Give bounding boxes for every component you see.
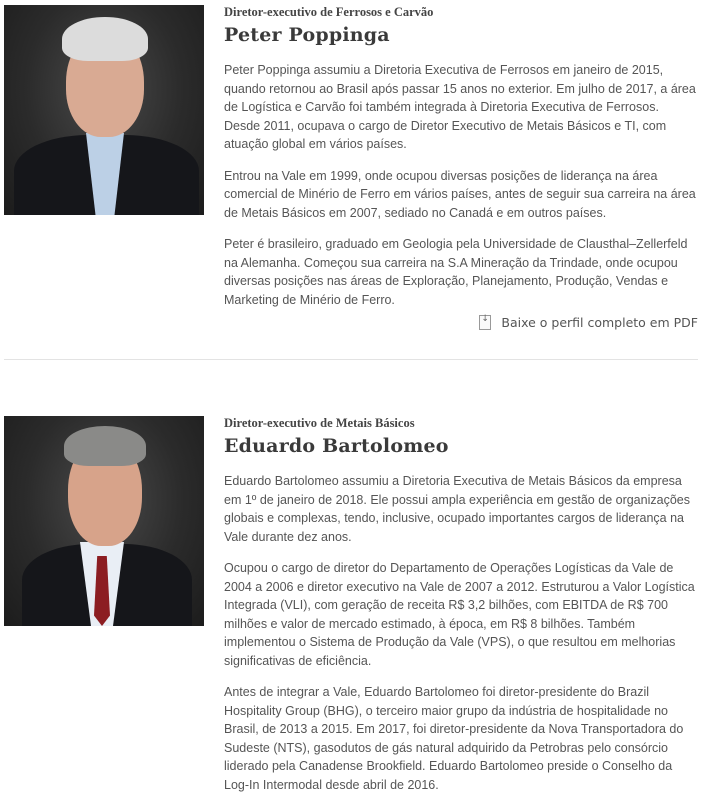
profile-role: Diretor-executivo de Ferrosos e Carvão bbox=[224, 5, 434, 19]
profile-eduardo-bartolomeo bbox=[4, 416, 698, 792]
photo-hair bbox=[62, 17, 148, 61]
bio-paragraph: Peter é brasileiro, graduado em Geologia pela Universidade de Clausthal–Zellerfeld na Alemanha. Começou sua carreira na S.A Mineração da Trindade, onde ocupou diversas posições nas áreas de Exploração, Planejamento, Produção, Vendas e Marketing de Minério de Ferro. bbox=[224, 237, 688, 307]
bio-paragraph: Eduardo Bartolomeo assumiu a Diretoria Executiva de Metais Básicos da empresa em 1º de janeiro de 2018. Ele possui ampla experiência em gestão de organizações globais e complexas, tendo, inclusive, ocupado importantes cargos de liderança na Vale durante dez anos. bbox=[224, 474, 690, 544]
bio-paragraph: Peter Poppinga assumiu a Diretoria Executiva de Ferrosos em janeiro de 2015, quando retornou ao Brasil após passar 15 anos no exterior. Em julho de 2017, a área de Logística e Carvão foi também integrada à Diretoria Executiva de Ferrosos. Desde 2011, ocupava o cargo de Diretor Executivo de Metais Básicos e TI, com atuação global em vários países. bbox=[224, 63, 696, 151]
profile-name: Peter Poppinga bbox=[224, 24, 390, 46]
bio-paragraph: Antes de integrar a Vale, Eduardo Bartolomeo foi diretor-presidente do Brazil Hospitality Group (BHG), o terceiro maior grupo da indústria de hospitalidade no Brasil, de 2013 a 2015. Em 2017, foi diretor-presidente da Nova Transportadora do Sudeste (NTS), gasodutos de gás natural adquirido da Petrobras pelo consórcio liderado pela Canadense Brookfield. Eduardo Bartolomeo preside o Conselho da Log-In Intermodal desde abril de 2016. bbox=[224, 685, 684, 792]
profile-peter-poppinga bbox=[4, 5, 698, 335]
photo-hair bbox=[64, 426, 146, 466]
pdf-download-icon bbox=[479, 315, 491, 330]
profile-bio bbox=[224, 61, 698, 309]
profile-bio bbox=[224, 472, 698, 794]
profile-photo-peter-poppinga bbox=[4, 5, 204, 215]
profile-name: Eduardo Bartolomeo bbox=[224, 435, 449, 457]
download-pdf-label: Baixe o perfil completo em PDF bbox=[501, 315, 698, 330]
profile-photo-eduardo-bartolomeo bbox=[4, 416, 204, 626]
bio-paragraph: Entrou na Vale em 1999, onde ocupou diversas posições de liderança na área comercial de Minério de Ferro em vários países, antes de seguir sua carreira na área de Metais Básicos em 2007, sediado no Canadá e em outros países. bbox=[224, 168, 696, 220]
profile-divider bbox=[4, 359, 698, 360]
profile-content bbox=[224, 5, 698, 322]
profile-content bbox=[224, 416, 698, 807]
download-pdf-link[interactable] bbox=[479, 315, 698, 330]
profile-role: Diretor-executivo de Metais Básicos bbox=[224, 416, 415, 430]
bio-paragraph: Ocupou o cargo de diretor do Departamento de Operações Logísticas da Vale de 2004 a 2006 e diretor executivo na Vale de 2007 a 2012. Estruturou a Valor Logística Integrada (VLI), com geração de receita R$ 3,2 bilhões, com EBITDA de R$ 700 milhões e valor de mercado estimado, à época, em R$ 8 bilhões. Também implementou o Sistema de Produção da Vale (VPS), o que resultou em melhorias significativas de eficiência. bbox=[224, 561, 695, 668]
